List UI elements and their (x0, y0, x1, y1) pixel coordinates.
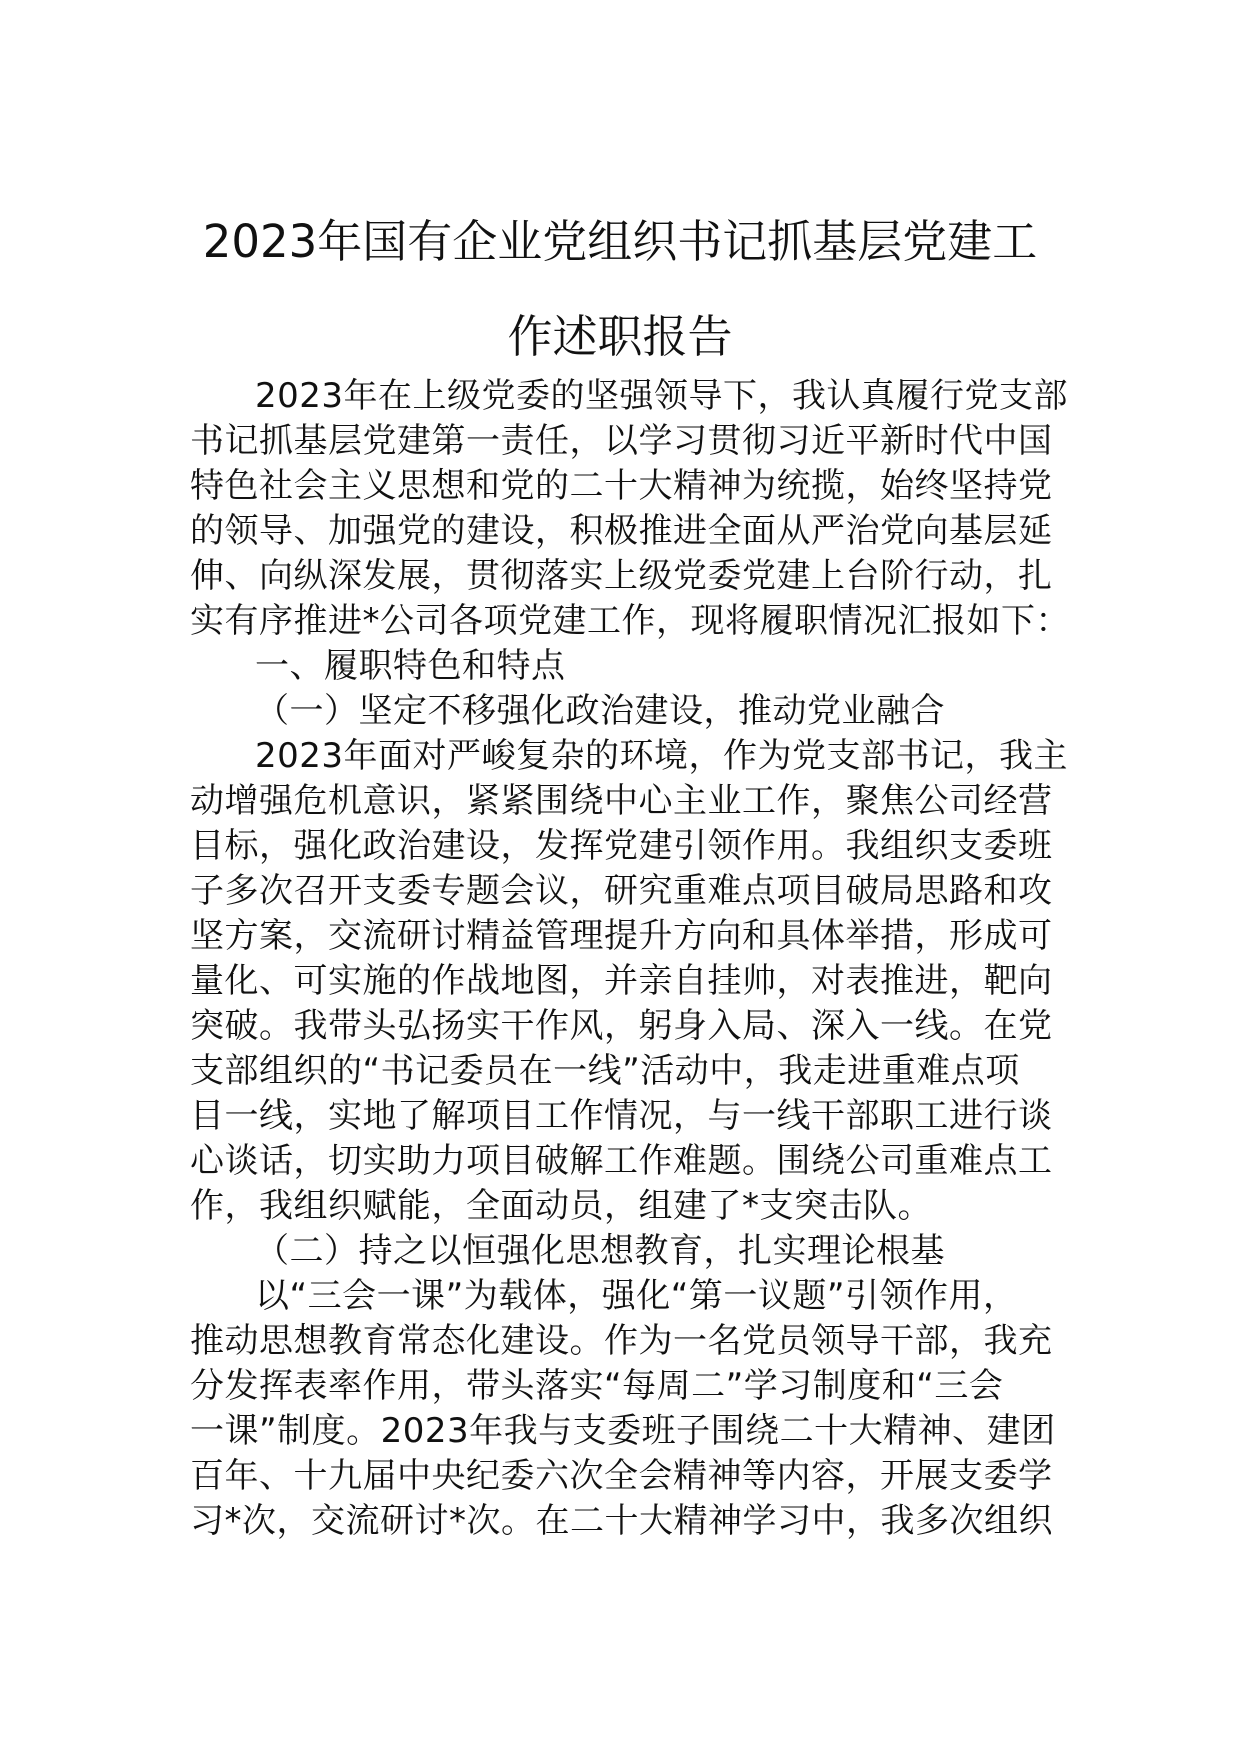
paragraph-line: 突破。我带头弘扬实干作风，躬身入局、深入一线。在党 (190, 1006, 1053, 1046)
document-title-line-1: 2023年国有企业党组织书记抓基层党建工 (202, 215, 1038, 268)
paragraph-line: 伸、向纵深发展，贯彻落实上级党委党建上台阶行动，扎 (190, 556, 1053, 596)
paragraph-line: 2023年在上级党委的坚强领导下，我认真履行党支部 (255, 376, 1069, 416)
paragraph-line: 特色社会主义思想和党的二十大精神为统揽，始终坚持党 (190, 466, 1053, 506)
paragraph-line: 支部组织的“书记委员在一线”活动中，我走进重难点项 (190, 1051, 1020, 1091)
paragraph-line: 目一线，实地了解项目工作情况，与一线干部职工进行谈 (190, 1096, 1053, 1136)
paragraph-line: 量化、可实施的作战地图，并亲自挂帅，对表推进，靶向 (190, 961, 1053, 1001)
paragraph-line: 目标，强化政治建设，发挥党建引领作用。我组织支委班 (190, 826, 1053, 866)
paragraph-line: 作，我组织赋能，全面动员，组建了*支突击队。 (190, 1186, 932, 1226)
paragraph-line: 书记抓基层党建第一责任，以学习贯彻习近平新时代中国 (190, 421, 1053, 461)
paragraph-line: 以“三会一课”为载体，强化“第一议题”引领作用， (255, 1276, 1018, 1316)
paragraph-line: 百年、十九届中央纪委六次全会精神等内容，开展支委学 (190, 1456, 1053, 1496)
paragraph-line: 的领导、加强党的建设，积极推进全面从严治党向基层延 (190, 511, 1053, 551)
paragraph-line: 坚方案，交流研讨精益管理提升方向和具体举措，形成可 (190, 916, 1053, 956)
paragraph-line: 习*次，交流研讨*次。在二十大精神学习中，我多次组织 (190, 1501, 1053, 1541)
paragraph-line: 分发挥表率作用，带头落实“每周二”学习制度和“三会 (190, 1366, 1004, 1406)
subsection-heading: （二）持之以恒强化思想教育，扎实理论根基 (255, 1231, 945, 1271)
paragraph-line: 推动思想教育常态化建设。作为一名党员领导干部，我充 (190, 1321, 1053, 1361)
document-title-line-2: 作述职报告 (507, 310, 733, 363)
paragraph-line: 子多次召开支委专题会议，研究重难点项目破局思路和攻 (190, 871, 1053, 911)
paragraph-line: 心谈话，切实助力项目破解工作难题。围绕公司重难点工 (190, 1141, 1053, 1181)
paragraph-line: 2023年面对严峻复杂的环境，作为党支部书记，我主 (255, 736, 1069, 776)
paragraph-line: 实有序推进*公司各项党建工作，现将履职情况汇报如下： (190, 601, 1070, 641)
subsection-heading: （一）坚定不移强化政治建设，推动党业融合 (255, 691, 945, 731)
paragraph-line: 动增强危机意识，紧紧围绕中心主业工作，聚焦公司经营 (190, 781, 1053, 821)
paragraph-line: 一课”制度。2023年我与支委班子围绕二十大精神、建团 (190, 1411, 1056, 1451)
section-heading: 一、履职特色和特点 (255, 646, 566, 686)
